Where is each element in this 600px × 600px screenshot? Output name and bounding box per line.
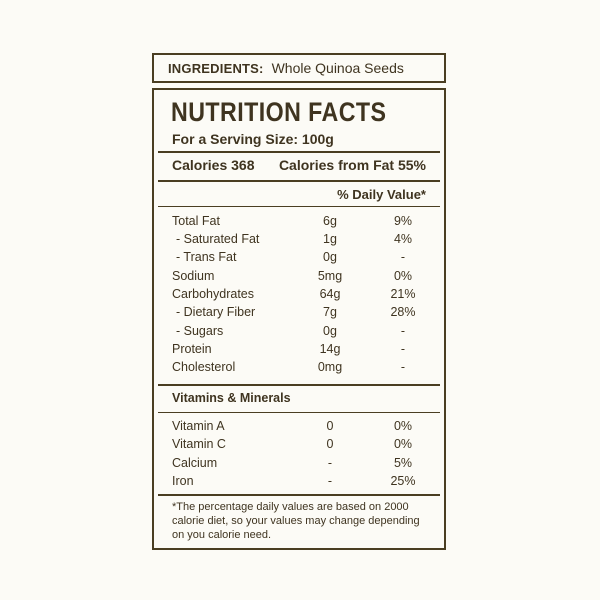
nutrient-row [154, 250, 444, 268]
vitamin-name: Iron [172, 474, 194, 488]
vitamin-row [154, 419, 444, 437]
nutrient-row [154, 232, 444, 250]
serving-size: For a Serving Size: 100g [172, 131, 334, 147]
vitamin-amount: - [327, 456, 333, 470]
nutrient-row [154, 287, 444, 305]
vitamin-row [154, 437, 444, 455]
ingredients-value: Whole Quinoa Seeds [271, 60, 404, 76]
divider [158, 494, 440, 496]
divider [158, 384, 440, 386]
nutrient-row [154, 214, 444, 232]
nutrient-row [154, 342, 444, 360]
nutrient-daily-value: 4% [393, 232, 413, 246]
divider [158, 151, 440, 153]
nutrient-amount: 14g [319, 342, 341, 356]
vitamin-row [154, 456, 444, 474]
nutrient-amount: 0g [323, 250, 337, 264]
daily-value-header: % Daily Value* [337, 187, 426, 202]
ingredients-box [152, 53, 446, 83]
nutrient-daily-value: 0% [393, 269, 413, 283]
nutrient-row [154, 305, 444, 323]
nutrient-name: - Saturated Fat [176, 232, 260, 246]
vitamin-daily-value: 0% [393, 419, 413, 433]
nutrient-row [154, 269, 444, 287]
nutrient-daily-value: - [400, 250, 406, 264]
nutrition-facts-title: NUTRITION FACTS [171, 97, 387, 127]
nutrient-amount: 1g [323, 232, 337, 246]
divider [158, 412, 440, 413]
vitamin-name: Vitamin C [172, 437, 226, 451]
calories-from-fat: Calories from Fat 55% [278, 157, 426, 173]
vitamin-amount: 0 [326, 437, 334, 451]
nutrient-amount: 5mg [317, 269, 343, 283]
vitamin-amount: - [327, 474, 333, 488]
nutrient-daily-value: 21% [390, 287, 416, 301]
nutrient-name: Total Fat [172, 214, 220, 228]
nutrient-name: - Sugars [176, 324, 224, 338]
nutrient-name: Protein [172, 342, 212, 356]
nutrient-amount: 0g [323, 324, 337, 338]
nutrient-daily-value: - [400, 342, 406, 356]
calories: Calories 368 [172, 157, 255, 173]
vitamin-daily-value: 5% [393, 456, 413, 470]
vitamin-daily-value: 0% [393, 437, 413, 451]
nutrient-daily-value: 9% [393, 214, 413, 228]
vitamins-minerals-header: Vitamins & Minerals [172, 391, 291, 405]
footnote: *The percentage daily values are based on 2000 calorie diet, so your values may change depending on you calorie need. [172, 501, 420, 541]
nutrient-daily-value: - [400, 324, 406, 338]
nutrient-name: - Dietary Fiber [176, 305, 256, 319]
nutrient-amount: 6g [323, 214, 337, 228]
ingredients-label: INGREDIENTS: [168, 60, 264, 76]
nutrient-name: Cholesterol [172, 360, 236, 374]
nutrient-amount: 64g [319, 287, 341, 301]
nutrition-facts-panel [152, 88, 446, 550]
nutrient-amount: 7g [323, 305, 337, 319]
nutrient-daily-value: - [400, 360, 406, 374]
vitamin-name: Vitamin A [172, 419, 225, 433]
nutrient-row [154, 324, 444, 342]
divider [158, 206, 440, 207]
vitamin-name: Calcium [172, 456, 218, 470]
nutrient-name: Sodium [172, 269, 215, 283]
nutrient-row [154, 360, 444, 378]
vitamin-amount: 0 [326, 419, 334, 433]
nutrient-amount: 0mg [317, 360, 343, 374]
vitamin-daily-value: 25% [390, 474, 416, 488]
nutrient-name: Carbohydrates [172, 287, 254, 301]
nutrient-name: - Trans Fat [176, 250, 237, 264]
nutrient-daily-value: 28% [390, 305, 416, 319]
vitamin-row [154, 474, 444, 492]
divider [158, 180, 440, 182]
